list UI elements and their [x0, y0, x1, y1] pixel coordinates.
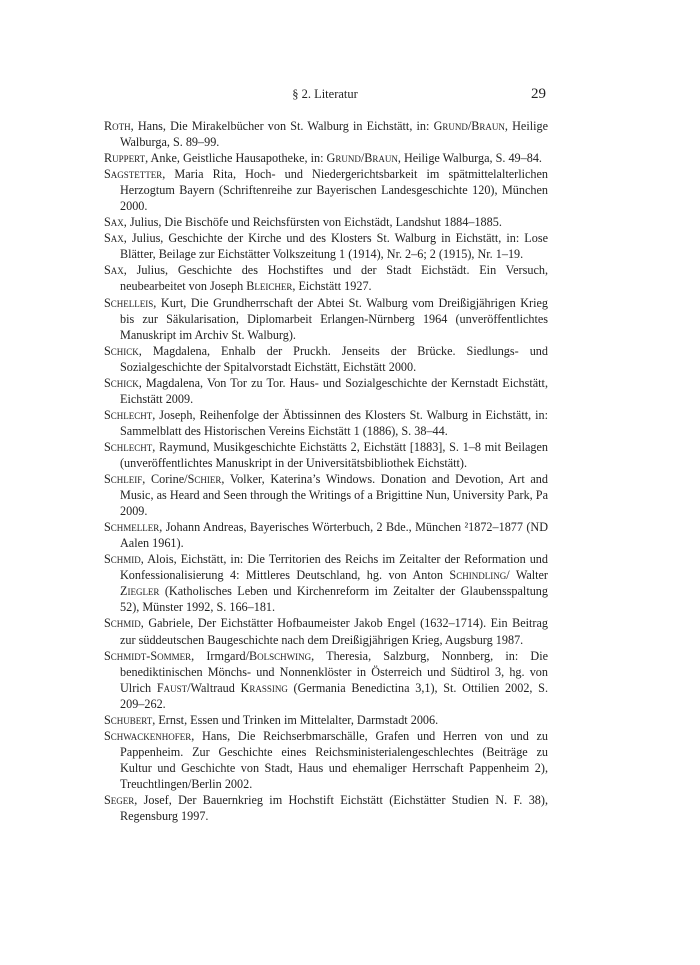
entry-author: Schmid [104, 616, 141, 631]
entry-author: Sax [104, 263, 124, 278]
bibliography-entry [104, 295, 548, 343]
entry-editor: Bolschwing [249, 648, 312, 663]
entry-text: Walter [509, 568, 548, 583]
entry-text: , Heilige Walburga, S. 49–84. [397, 151, 542, 166]
entry-author: Schwackenhofer [104, 728, 192, 743]
bibliography-entry [104, 407, 548, 439]
bibliography-entry [104, 728, 548, 792]
bibliography-entry [104, 648, 548, 712]
entry-author: Roth [104, 119, 131, 133]
entry-text: (Germania Benedictina 3,1), St. Ottilien 2002, S. 209–262. [120, 680, 548, 711]
entry-author: Schick [104, 375, 139, 390]
bibliography-entry [104, 551, 548, 615]
entry-author: Schmidt-Sommer [104, 648, 192, 663]
bibliography-entry [104, 150, 548, 166]
entry-editor: Grund/Braun [326, 151, 398, 166]
entry-author: Sax [104, 231, 124, 246]
bibliography-entry [104, 712, 548, 728]
entry-text: , Julius, Geschichte der Kirche und des Klosters St. Walburg in Eichstätt, in: Lose Blätter, Beilage zur Eichstätter Volkszeitung 1 (1914), Nr. 2–6; 2 (1915), Nr. 1–19. [120, 231, 548, 262]
bibliography-entry [104, 792, 548, 824]
bibliography-entry [104, 471, 548, 519]
entry-editor: Bleicher [246, 279, 293, 294]
entry-author: Schmid [104, 552, 141, 567]
running-title: § 2. Literatur [292, 87, 358, 101]
entry-text: , Heilige Walburga, S. 89–99. [120, 119, 548, 150]
bibliography-list [104, 118, 548, 824]
bibliography-entry [104, 375, 548, 407]
entry-author: Schleif [104, 472, 143, 487]
entry-author: Sax [104, 215, 124, 230]
bibliography-entry [104, 343, 548, 375]
entry-editor: Schier [187, 472, 222, 487]
bibliography-entry [104, 439, 548, 471]
entry-text: , Kurt, Die Grundherrschaft der Abtei St. Walburg vom Dreißigjährigen Krieg bis zur Säkularisation, Diplomarbeit Erlangen-Nürnberg 1964 (unveröffentlichtes Manuskript im Archiv St. Walburg). [120, 295, 548, 342]
bibliography-entry [104, 230, 548, 262]
bibliography-entry [104, 166, 548, 214]
bibliography-entry [104, 214, 548, 230]
entry-text: , Julius, Die Bischöfe und Reichsfürsten von Eichstädt, Landshut 1884–1885. [123, 215, 502, 230]
entry-text: , Magdalena, Enhalb der Pruckh. Jenseits der Brücke. Siedlungs- und Sozialgeschichte der Spitalvorstadt Eichstätt, Eichstätt 2000. [120, 343, 548, 374]
entry-author: Sagstetter [104, 167, 163, 182]
entry-text: , Julius, Geschichte des Hochstiftes und der Stadt Eichstädt. Ein Versuch, neubearbeitet von Joseph [120, 263, 548, 294]
entry-editor: Krassing [240, 680, 288, 695]
entry-text: , Josef, Der Bauernkrieg im Hochstift Eichstätt (Eichstätter Studien N. F. 38), Regensburg 1997. [120, 792, 548, 824]
page-number: 29 [531, 86, 546, 102]
entry-text: /Waltraud [187, 680, 241, 695]
entry-text: , Raymund, Musikgeschichte Eichstätts 2, Eichstätt [1883], S. 1–8 mit Beilagen (unveröffentlichtes Manuskript in der Universitätsbibliothek Eichstätt). [120, 439, 548, 470]
entry-editor: Schindling/ [449, 568, 510, 583]
entry-text: , Magdalena, Von Tor zu Tor. Haus- und Sozialgeschichte der Kernstadt Eichstätt, Eichstätt 2009. [120, 375, 548, 406]
entry-author: Schick [104, 343, 139, 358]
entry-author: Ruppert [104, 151, 146, 166]
entry-author: Seger [104, 792, 135, 807]
entry-text: , Johann Andreas, Bayerisches Wörterbuch, 2 Bde., München ²1872–1877 (ND Aalen 1961). [120, 520, 548, 551]
entry-text: , Joseph, Reihenfolge der Äbtissinnen des Klosters St. Walburg in Eichstätt, in: Sammelblatt des Historischen Vereins Eichstätt 1 (1886), S. 38–44. [120, 407, 548, 438]
entry-text: , Ernst, Essen und Trinken im Mittelalter, Darmstadt 2006. [152, 712, 439, 727]
entry-text: , Alois, Eichstätt, in: Die Territorien des Reichs im Zeitalter der Reformation und Konfessionalisierung 4: Mittleres Deutschland, hg. von Anton [120, 552, 548, 583]
bibliography-entry [104, 118, 548, 150]
entry-text: , Eichstätt 1927. [292, 279, 372, 294]
entry-editor: Faust [156, 680, 188, 695]
entry-text: , Hans, Die Mirakelbücher von St. Walburg in Eichstätt, in: [130, 119, 434, 133]
entry-editor: Grund/Braun [433, 119, 505, 133]
entry-text: , Irmgard/ [191, 648, 249, 663]
entry-author: Schelleis [104, 295, 154, 310]
entry-text: , Hans, Die Reichserbmarschälle, Grafen und Herren von und zu Pappenheim. Zur Geschichte eines Reichsministerialengeschlechtes (Beiträge zu Kultur und Geschichte von Stadt, Haus und ehemaliger Herrschaft Pappenheim 2), Treuchtlingen/Berlin 2002. [120, 728, 548, 791]
entry-editor: Ziegler [120, 584, 160, 599]
entry-author: Schlecht [104, 439, 153, 454]
entry-text: , Theresia, Salzburg, Nonnberg, in: Die benediktinischen Mönchs- und Nonnenklöster in Österreich und Südtirol 3, hg. von Ulrich [120, 648, 549, 695]
entry-text: (Katholisches Leben und Kirchenreform im Zeitalter der Glaubensspaltung 52), Münster 1992, S. 166–181. [120, 584, 548, 615]
entry-text: , Corine/ [142, 472, 188, 487]
running-head [104, 84, 546, 104]
entry-author: Schlecht [104, 407, 153, 422]
entry-text: , Maria Rita, Hoch- und Niedergerichtsbarkeit im spätmittelalterlichen Herzogtum Bayern (Schriftenreihe zur Bayerischen Landesgeschichte 120), München 2000. [120, 167, 548, 214]
entry-author: Schubert [104, 712, 153, 727]
entry-author: Schmeller [104, 520, 160, 535]
bibliography-entry [104, 262, 548, 294]
entry-text: , Gabriele, Der Eichstätter Hofbaumeister Jakob Engel (1632–1714). Ein Beitrag zur süddeutschen Baugeschichte nach dem Dreißigjährigen Krieg, Augsburg 1987. [120, 616, 548, 647]
entry-text: , Anke, Geistliche Hausapotheke, in: [145, 151, 327, 166]
bibliography-entry [104, 519, 548, 551]
entry-text: , Volker, Katerina’s Windows. Donation and Devotion, Art and Music, as Heard and Seen through the Writings of a Brigittine Nun, University Park, Pa 2009. [120, 472, 548, 519]
bibliography-entry [104, 615, 548, 647]
